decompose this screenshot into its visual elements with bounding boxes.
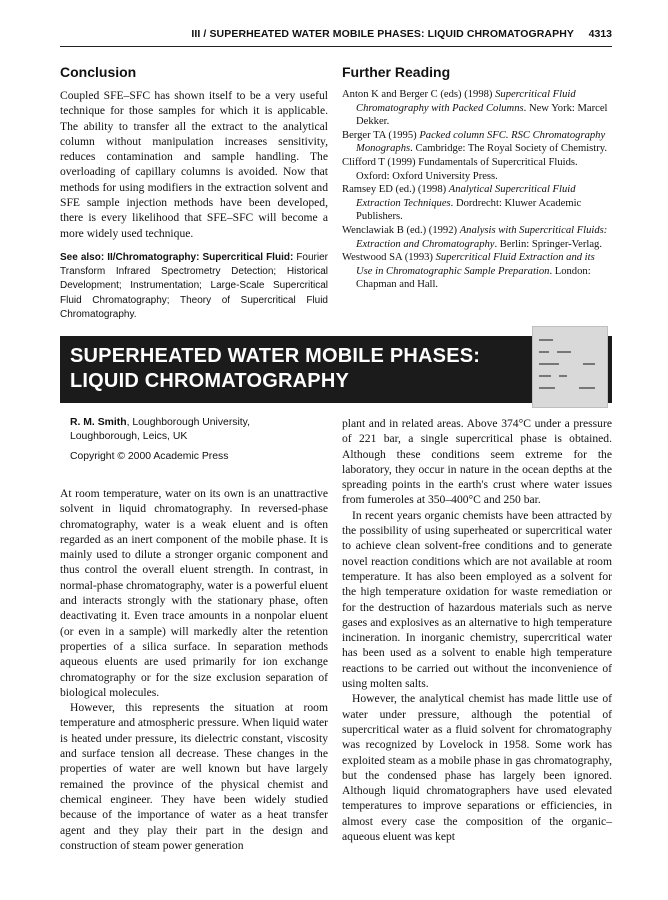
author-line-1: [70, 416, 328, 430]
reference-publisher: . New York: Marcel Dekker.: [356, 102, 608, 128]
reference-authors: Westwood SA (1993): [342, 252, 436, 264]
reference-item: [342, 88, 612, 129]
see-also-label: See also:: [60, 251, 105, 263]
reference-title: Supercritical Fluid Chromatography with Packed Columns: [356, 89, 576, 114]
article-title: [70, 344, 480, 394]
right-para-1: plant and in related areas. Above 374°C under a pressure of 221 bar, a single supercritical phase is obtained. Although these conditions seem extreme for the laboratory, they occur in nature in the ocean depths at the spreading points in the earth's crust where water issues from fumeroles at 350–400°C and 250 bar.: [342, 417, 612, 507]
article-title-line-2: LIQUID CHROMATOGRAPHY: [70, 370, 350, 392]
conclusion-heading: Conclusion: [60, 64, 137, 80]
page-number: 4313: [588, 28, 612, 40]
left-para-2: However, this represents the situation at room temperature and atmospheric pressure. When liquid water is heated under pressure, its dielectric constant, viscosity and surface tension all decrease. These changes in the properties of water are well known but have largely remained the province of the physical chemist and chemical engineer. They have been widely studied because of the importance of water as a heat transfer agent and they play their part in the design and construction of steam power generation: [60, 701, 328, 852]
left-para-1: At room temperature, water on its own is an unattractive solvent in liquid chromatography. In reversed-phase chromatography, water is a weak eluent and is often regarded as an inert component of the mobile phase. It is mainly used to dilute a stronger organic component and thus control the overall eluent strength. In contrast, in normal-phase chromatography, water is a powerful eluent and interacts strongly with the stationary phase, often deactivating it. Even trace amounts in a nonpolar eluent (or even in a sample) will markedly alter the retention properties of a silica surface. In separation methods aqueous eluents are used primarily for ion exchange chromatography or for the size exclusion separation of biological molecules.: [60, 487, 328, 699]
header-rule: [60, 46, 612, 47]
reference-item: [342, 156, 612, 183]
author-affiliation-2: Loughborough, Leics, UK: [70, 431, 188, 442]
further-reading-heading: Further Reading: [342, 64, 451, 80]
running-header: [60, 28, 612, 44]
reference-title: Supercritical Fluid Extraction and its Use in Chromatographic Sample Preparation: [356, 252, 595, 277]
reference-authors: Berger TA (1995): [342, 129, 420, 141]
reference-item: [342, 129, 612, 156]
author-name: R. M. Smith: [70, 417, 127, 428]
see-also-rest: Fourier Transform Infrared Spectrometry Detection; Historical Development; Instrumentation; Large-Scale Supercritical Fluid Chromatography; Theory of Supercritical Fluid Chromatography.: [60, 251, 328, 320]
reference-authors: Clifford T (1999) Fundamentals of Supercritical Fluids. Oxford: Oxford University Press.: [342, 156, 578, 182]
reference-item: [342, 183, 612, 224]
reference-publisher: . Berlin: Springer-Verlag.: [494, 238, 602, 250]
running-title: III / SUPERHEATED WATER MOBILE PHASES: LIQUID CHROMATOGRAPHY: [191, 28, 574, 40]
reference-authors: Wenclawiak B (ed.) (1992): [342, 224, 460, 236]
article-right-column: [342, 416, 612, 844]
article-title-banner: [60, 336, 612, 403]
see-also-bold: II/Chromatography: Supercritical Fluid:: [107, 251, 294, 263]
reference-item: [342, 224, 612, 251]
reference-list: [342, 88, 612, 292]
author-affiliation-1: , Loughborough University,: [126, 417, 250, 428]
reference-publisher: . London: Chapman and Hall.: [356, 265, 591, 291]
article-title-line-1: SUPERHEATED WATER MOBILE PHASES:: [70, 345, 481, 367]
see-also: [60, 251, 328, 322]
reference-authors: Anton K and Berger C (eds) (1998): [342, 89, 496, 100]
further-reading-section: [342, 64, 612, 292]
section-thumbnail-icon: [532, 326, 608, 408]
reference-publisher: . Cambridge: The Royal Society of Chemistry.: [410, 143, 607, 155]
conclusion-body: Coupled SFE–SFC has shown itself to be a very useful technique for those samples for which it is applicable. The ability to transfer all the extract to the analytical column without manipulation increases sensitivity, reduces contamination and sample handling. The overloading of capillary columns is avoided. Now that methods for using modifiers in the extraction solvent and SFE sample injection methods have been developed, there is every likelihood that SFE–SFC will become a more widely used technique.: [60, 89, 328, 240]
reference-authors: Ramsey ED (ed.) (1998): [342, 184, 449, 196]
reference-item: [342, 251, 612, 292]
author-block: [60, 416, 328, 464]
reference-title: Analytical Supercritical Fluid Extraction Techniques: [356, 184, 576, 209]
right-para-2: In recent years organic chemists have been attracted by the possibility of using superheated or supercritical water to achieve clean solvent-free conditions and to generate novel reaction conditions which are not available at room temperature. It has also been employed as a solvent for the high temperature oxidation for waste remediation or for the destruction of hazardous materials such as nerve gases and explosives as an alternative to high temperature incineration. In inorganic chemistry, supercritical water has been used as a solvent to enable high temperature reactions to be carried out without the inconvenience of using molten salts.: [342, 508, 612, 691]
reference-title: Packed column SFC. RSC Chromatography Monographs: [356, 129, 606, 155]
right-para-3: However, the analytical chemist has made little use of water under pressure, although the potential of supercritical water as a fluid solvent for chromatography was recognized by Lovelock in 1958. Some work has exploited steam as a mobile phase in gas chromatography, but the condensed phase has largely been ignored. Although liquid chromatographers have used elevated temperatures to improve separations or efficiencies, in almost every case the composition of the organic–aqueous eluent was kept: [342, 692, 612, 844]
reference-title: Analysis with Supercritical Fluids: Extraction and Chromatography: [356, 224, 608, 250]
conclusion-section: [60, 64, 328, 322]
copyright-line: Copyright © 2000 Academic Press: [70, 451, 229, 462]
reference-publisher: . Dordrecht: Kluwer Academic Publishers.: [356, 197, 582, 223]
left-body: [60, 486, 328, 853]
article-left-column: [60, 416, 328, 853]
